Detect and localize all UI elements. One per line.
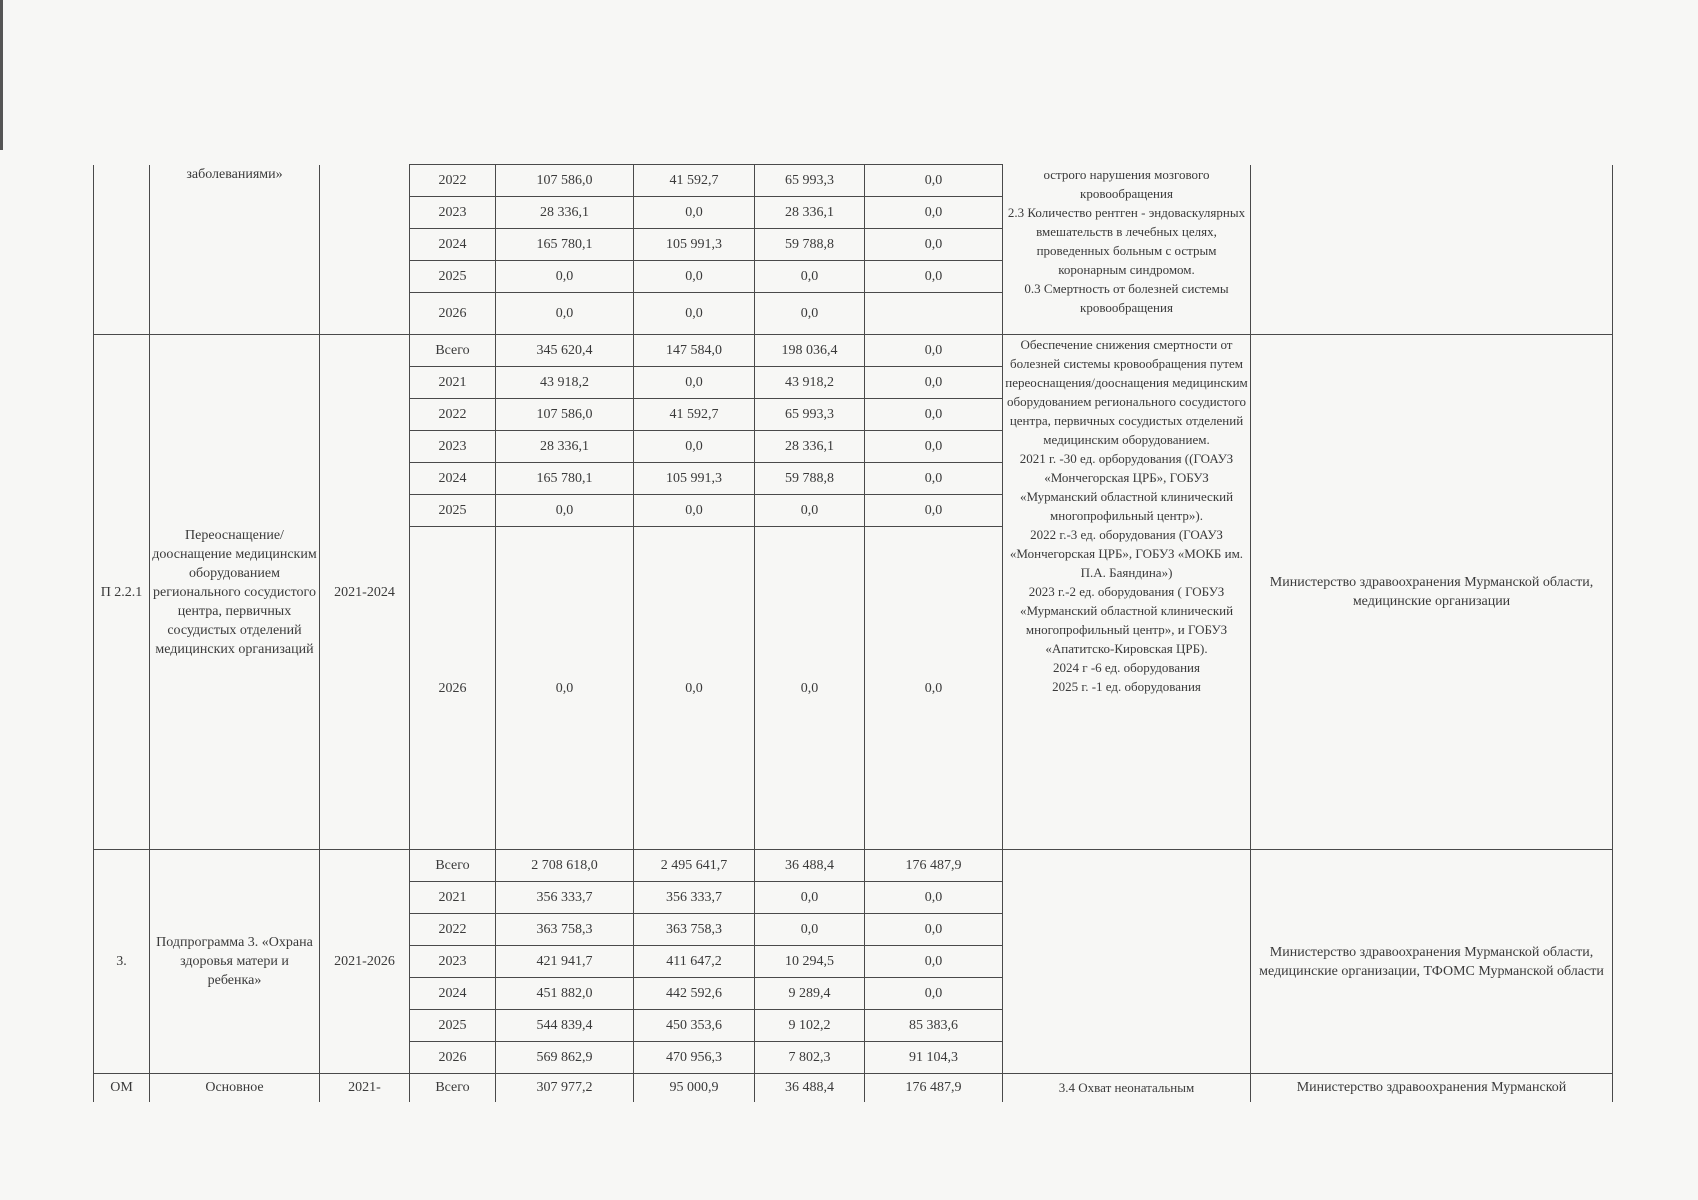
year-cell: Всего [410,850,496,882]
result-indicator: Обеспечение снижения смертности от болезней системы кровообращения путем переоснащения/дооснащения медицинским оборудованием регионального сосудистого центра, первичных сосудистых отделений медицинским оборудованием. 2021 г. -30 ед. орборудования ((ГОАУЗ «Мончегорская ЦРБ», ГОБУЗ «Мурманский областной клинический многопрофильный центр»). 2022 г.-3 ед. оборудования (ГОАУЗ «Мончегорская ЦРБ», ГОБУЗ «МОКБ им. П.А. Баяндина») 2023 г.-2 ед. оборудования ( ГОБУЗ «Мурманский областной клинический многопрофильный центр», и ГОБУЗ «Апатитско-Кировская ЦРБ). 2024 г -6 ед. оборудования 2025 г. -1 ед. оборудования [1003,335,1251,850]
item-period: 2021- [320,1074,410,1102]
table-row [94,165,1613,197]
item-code: ОМ [94,1074,150,1102]
regional-budget-cell: 7 802,3 [755,1042,865,1074]
regional-budget-cell: 0,0 [755,882,865,914]
item-name: Основное [150,1074,320,1102]
other-sources-cell: 0,0 [865,978,1003,1010]
executor: Министерство здравоохранения Мурманской области, медицинские организации, ТФОМС Мурманской области [1251,850,1613,1074]
federal-budget-cell: 442 592,6 [634,978,755,1010]
other-sources-cell: 0,0 [865,165,1003,197]
federal-budget-cell: 0,0 [634,495,755,527]
program-table [93,164,1613,1102]
item-period: 2021-2024 [320,335,410,850]
item-code [94,165,150,335]
federal-budget-cell: 0,0 [634,261,755,293]
other-sources-cell: 0,0 [865,527,1003,850]
year-cell: Всего [410,1074,496,1102]
year-cell: 2022 [410,165,496,197]
item-name: заболеваниями» [150,165,320,335]
regional-budget-cell: 198 036,4 [755,335,865,367]
federal-budget-cell: 0,0 [634,197,755,229]
total-cell: 43 918,2 [496,367,634,399]
other-sources-cell: 91 104,3 [865,1042,1003,1074]
federal-budget-cell: 105 991,3 [634,229,755,261]
total-cell: 544 839,4 [496,1010,634,1042]
other-sources-cell: 0,0 [865,946,1003,978]
federal-budget-cell: 450 353,6 [634,1010,755,1042]
total-cell: 165 780,1 [496,463,634,495]
other-sources-cell: 176 487,9 [865,1074,1003,1102]
item-code: 3. [94,850,150,1074]
total-cell: 0,0 [496,495,634,527]
total-cell: 0,0 [496,527,634,850]
federal-budget-cell: 411 647,2 [634,946,755,978]
other-sources-cell: 0,0 [865,431,1003,463]
federal-budget-cell: 105 991,3 [634,463,755,495]
result-indicator [1003,850,1251,1074]
year-cell: Всего [410,335,496,367]
year-cell: 2025 [410,261,496,293]
regional-budget-cell: 28 336,1 [755,197,865,229]
year-cell: 2023 [410,946,496,978]
federal-budget-cell: 2 495 641,7 [634,850,755,882]
total-cell: 28 336,1 [496,431,634,463]
item-period: 2021-2026 [320,850,410,1074]
total-cell: 421 941,7 [496,946,634,978]
total-cell: 307 977,2 [496,1074,634,1102]
item-period [320,165,410,335]
total-cell: 0,0 [496,261,634,293]
total-cell: 28 336,1 [496,197,634,229]
year-cell: 2021 [410,882,496,914]
year-cell: 2024 [410,229,496,261]
total-cell: 165 780,1 [496,229,634,261]
regional-budget-cell: 59 788,8 [755,463,865,495]
federal-budget-cell: 0,0 [634,527,755,850]
year-cell: 2022 [410,399,496,431]
other-sources-cell: 176 487,9 [865,850,1003,882]
federal-budget-cell: 41 592,7 [634,165,755,197]
total-cell: 451 882,0 [496,978,634,1010]
other-sources-cell: 0,0 [865,261,1003,293]
year-cell: 2024 [410,978,496,1010]
regional-budget-cell: 0,0 [755,495,865,527]
year-cell: 2021 [410,367,496,399]
year-cell: 2024 [410,463,496,495]
other-sources-cell: 0,0 [865,367,1003,399]
executor: Министерство здравоохранения Мурманской [1251,1074,1613,1102]
federal-budget-cell: 41 592,7 [634,399,755,431]
regional-budget-cell: 36 488,4 [755,850,865,882]
item-code: П 2.2.1 [94,335,150,850]
year-cell: 2023 [410,197,496,229]
other-sources-cell: 0,0 [865,197,1003,229]
regional-budget-cell: 0,0 [755,293,865,335]
total-cell: 107 586,0 [496,399,634,431]
other-sources-cell: 0,0 [865,882,1003,914]
regional-budget-cell: 0,0 [755,914,865,946]
other-sources-cell: 0,0 [865,914,1003,946]
federal-budget-cell: 356 333,7 [634,882,755,914]
table-row [94,1074,1613,1102]
table-body [94,165,1613,1102]
year-cell: 2023 [410,431,496,463]
federal-budget-cell: 363 758,3 [634,914,755,946]
year-cell: 2025 [410,495,496,527]
year-cell: 2025 [410,1010,496,1042]
other-sources-cell: 0,0 [865,463,1003,495]
regional-budget-cell: 36 488,4 [755,1074,865,1102]
table-row [94,335,1613,367]
regional-budget-cell: 0,0 [755,261,865,293]
year-cell: 2026 [410,293,496,335]
total-cell: 363 758,3 [496,914,634,946]
result-indicator: 3.4 Охват неонатальным [1003,1074,1251,1102]
other-sources-cell: 0,0 [865,335,1003,367]
regional-budget-cell: 65 993,3 [755,399,865,431]
executor: Министерство здравоохранения Мурманской области, медицинские организации [1251,335,1613,850]
federal-budget-cell: 95 000,9 [634,1074,755,1102]
federal-budget-cell: 470 956,3 [634,1042,755,1074]
regional-budget-cell: 0,0 [755,527,865,850]
regional-budget-cell: 9 289,4 [755,978,865,1010]
federal-budget-cell: 0,0 [634,367,755,399]
regional-budget-cell: 28 336,1 [755,431,865,463]
other-sources-cell: 0,0 [865,495,1003,527]
total-cell: 569 862,9 [496,1042,634,1074]
regional-budget-cell: 9 102,2 [755,1010,865,1042]
total-cell: 0,0 [496,293,634,335]
other-sources-cell: 0,0 [865,229,1003,261]
scan-edge-mark [0,0,3,150]
regional-budget-cell: 59 788,8 [755,229,865,261]
item-name: Подпрограмма 3. «Охрана здоровья матери и ребенка» [150,850,320,1074]
executor [1251,165,1613,335]
federal-budget-cell: 0,0 [634,293,755,335]
total-cell: 107 586,0 [496,165,634,197]
result-indicator: острого нарушения мозгового кровообращения 2.3 Количество рентген - эндоваскулярных вмешательств в лечебных целях, проведенных больным с острым коронарным синдромом. 0.3 Смертность от болезней системы кровообращения [1003,165,1251,335]
total-cell: 345 620,4 [496,335,634,367]
year-cell: 2022 [410,914,496,946]
regional-budget-cell: 10 294,5 [755,946,865,978]
item-name: Переоснащение/дооснащение медицинским оборудованием регионального сосудистого центра, первичных сосудистых отделений медицинских организаций [150,335,320,850]
year-cell: 2026 [410,527,496,850]
other-sources-cell: 0,0 [865,399,1003,431]
regional-budget-cell: 43 918,2 [755,367,865,399]
federal-budget-cell: 147 584,0 [634,335,755,367]
federal-budget-cell: 0,0 [634,431,755,463]
other-sources-cell: 85 383,6 [865,1010,1003,1042]
regional-budget-cell: 65 993,3 [755,165,865,197]
table-row [94,850,1613,882]
year-cell: 2026 [410,1042,496,1074]
total-cell: 356 333,7 [496,882,634,914]
total-cell: 2 708 618,0 [496,850,634,882]
other-sources-cell [865,293,1003,335]
